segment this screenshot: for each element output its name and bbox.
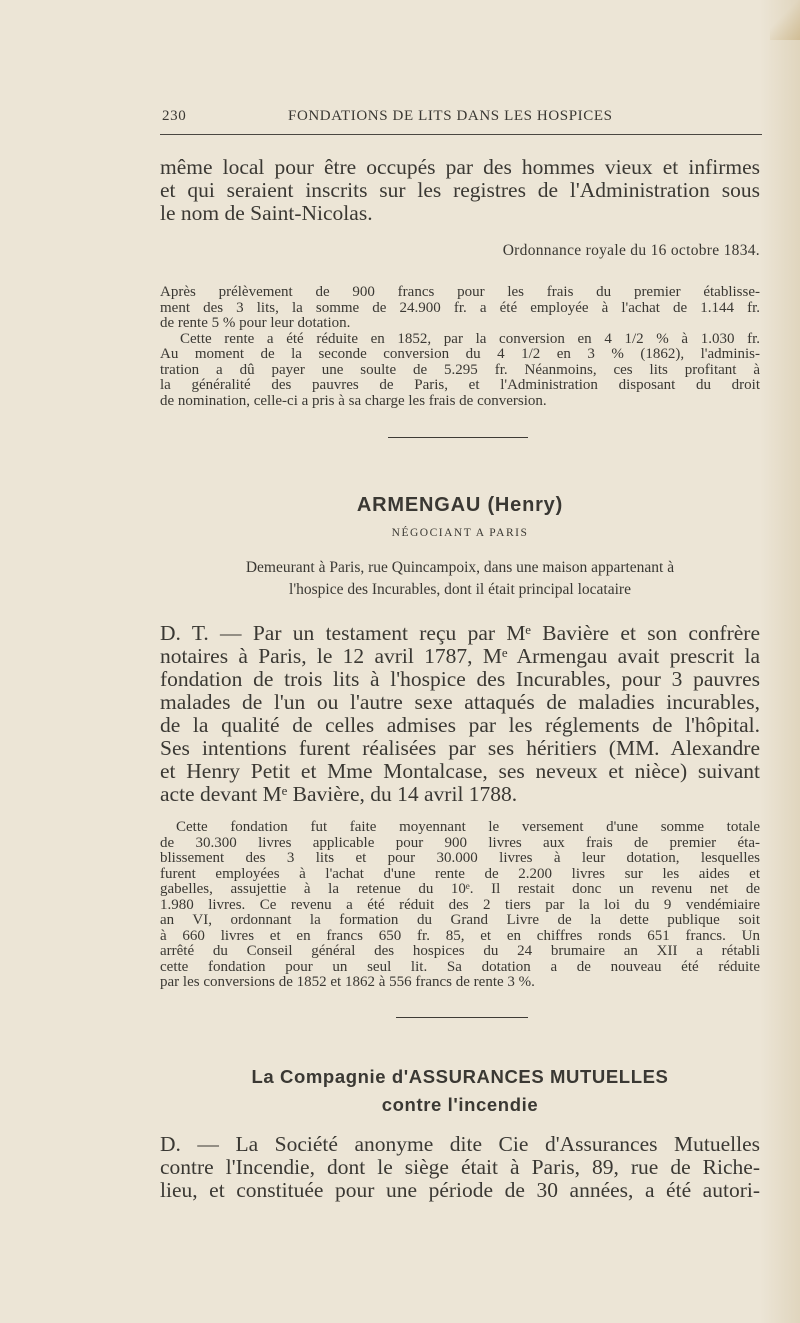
text-line: malades de l'un ou l'autre sexe attaqués de maladies incurables, — [160, 690, 760, 714]
entry-name-heading: ARMENGAU (Henry) — [356, 494, 564, 516]
note-line: cette fondation pour un seul lit. Sa dotation a de nouveau été réduite — [160, 958, 760, 975]
heading-line: contre l'incendie — [381, 1094, 539, 1115]
note-line: furent employées à l'achat d'une rente de 2.200 livres sur les aides et — [160, 865, 760, 882]
note-line: an VI, ordonnant la formation du Grand Livre de la dette publique soit — [160, 912, 760, 928]
note-line: 1.980 livres. Ce revenu a été réduit des 2 tiers par la loi du 9 vendémiaire — [160, 896, 760, 913]
text-line: même local pour être occupés par des hommes vieux et infirmes — [160, 155, 760, 179]
heading-line: La Compagnie d'ASSURANCES MUTUELLES — [251, 1066, 669, 1087]
page-corner-stain — [770, 0, 800, 40]
text-line: et qui seraient inscrits sur les registres de l'Administration sous — [160, 178, 760, 202]
organization-heading — [160, 1063, 760, 1119]
note-line: la généralité des pauvres de Paris, et l'Administration disposant du droit — [160, 377, 760, 393]
saint-nicolas-note — [160, 285, 760, 409]
ordonnance-reference: Ordonnance royale du 16 octobre 1834. — [502, 242, 760, 259]
text-line: fondation de trois lits à l'hospice des Incurables, pour 3 pauvres — [160, 667, 760, 691]
note-line: de rente 5 % pour leur dotation. — [160, 315, 351, 331]
section-divider — [396, 1017, 528, 1018]
note-line: Cette rente a été réduite en 1852, par la conversion en 4 1/2 % à 1.030 fr. — [180, 330, 760, 347]
entry-address — [160, 557, 760, 601]
note-line: blissement des 3 lits et pour 30.000 livres à leur dotation, lesquelles — [160, 850, 760, 866]
header-rule — [160, 134, 762, 135]
text-line: le nom de Saint-Nicolas. — [160, 201, 373, 225]
text-line: lieu, et constituée pour une période de 30 années, a été autori- — [160, 1178, 760, 1202]
assurances-paragraph — [160, 1133, 760, 1202]
text-line: acte devant Mᵉ Bavière, du 14 avril 1788. — [160, 782, 518, 806]
text-line: notaires à Paris, le 12 avril 1787, Mᵉ Armengau avait prescrit la — [160, 644, 760, 668]
note-line: Au moment de la seconde conversion du 4 1/2 en 3 % (1862), l'adminis- — [160, 346, 760, 362]
note-line: tration a dû payer une soulte de 5.295 fr. Néanmoins, ces lits profitant à — [160, 361, 760, 378]
armengau-note — [160, 820, 760, 991]
section-divider — [388, 437, 528, 438]
note-line: à 660 livres et en francs 650 fr. 85, et en chiffres ronds 651 francs. Un — [160, 927, 760, 944]
note-line: arrêté du Conseil général des hospices du 24 brumaire an XII a rétabli — [160, 943, 760, 959]
note-line: Après prélèvement de 900 francs pour les frais du premier établisse- — [160, 284, 760, 300]
page-edge-shadow — [760, 0, 800, 1323]
page-number: 230 — [162, 108, 187, 124]
note-line: ment des 3 lits, la somme de 24.900 fr. a été employée à l'achat de 1.144 fr. — [160, 299, 760, 316]
note-line: de 30.300 livres applicable pour 900 livres aux frais de premier éta- — [160, 834, 760, 851]
address-line: Demeurant à Paris, rue Quincampoix, dans une maison appartenant à — [245, 559, 675, 576]
note-line: gabelles, assujettie à la retenue du 10ᵉ. Il restait donc un revenu net de — [160, 881, 760, 897]
running-title: FONDATIONS DE LITS DANS LES HOSPICES — [288, 108, 613, 124]
text-line: Ses intentions furent réalisées par ses héritiers (MM. Alexandre — [160, 736, 760, 760]
note-line: de nomination, celle-ci a pris à sa charge les frais de conversion. — [160, 392, 547, 409]
text-line: D. — La Société anonyme dite Cie d'Assurances Mutuelles — [160, 1132, 760, 1156]
armengau-paragraph — [160, 622, 760, 806]
text-line: de la qualité de celles admises par les réglements de l'hôpital. — [160, 713, 760, 737]
text-line: D. T. — Par un testament reçu par Mᵉ Bavière et son confrère — [160, 621, 760, 645]
saint-nicolas-paragraph — [160, 156, 760, 225]
text-line: et Henry Petit et Mme Montalcase, ses neveux et nièce) suivant — [160, 759, 760, 783]
entry-profession: NÉGOCIANT A PARIS — [391, 527, 529, 539]
note-line: par les conversions de 1852 et 1862 à 556 francs de rente 3 %. — [160, 974, 535, 990]
note-line: Cette fondation fut faite moyennant le versement d'une somme totale — [176, 819, 760, 835]
address-line: l'hospice des Incurables, dont il était principal locataire — [289, 581, 631, 598]
text-line: contre l'Incendie, dont le siège était à Paris, 89, rue de Riche- — [160, 1155, 760, 1179]
